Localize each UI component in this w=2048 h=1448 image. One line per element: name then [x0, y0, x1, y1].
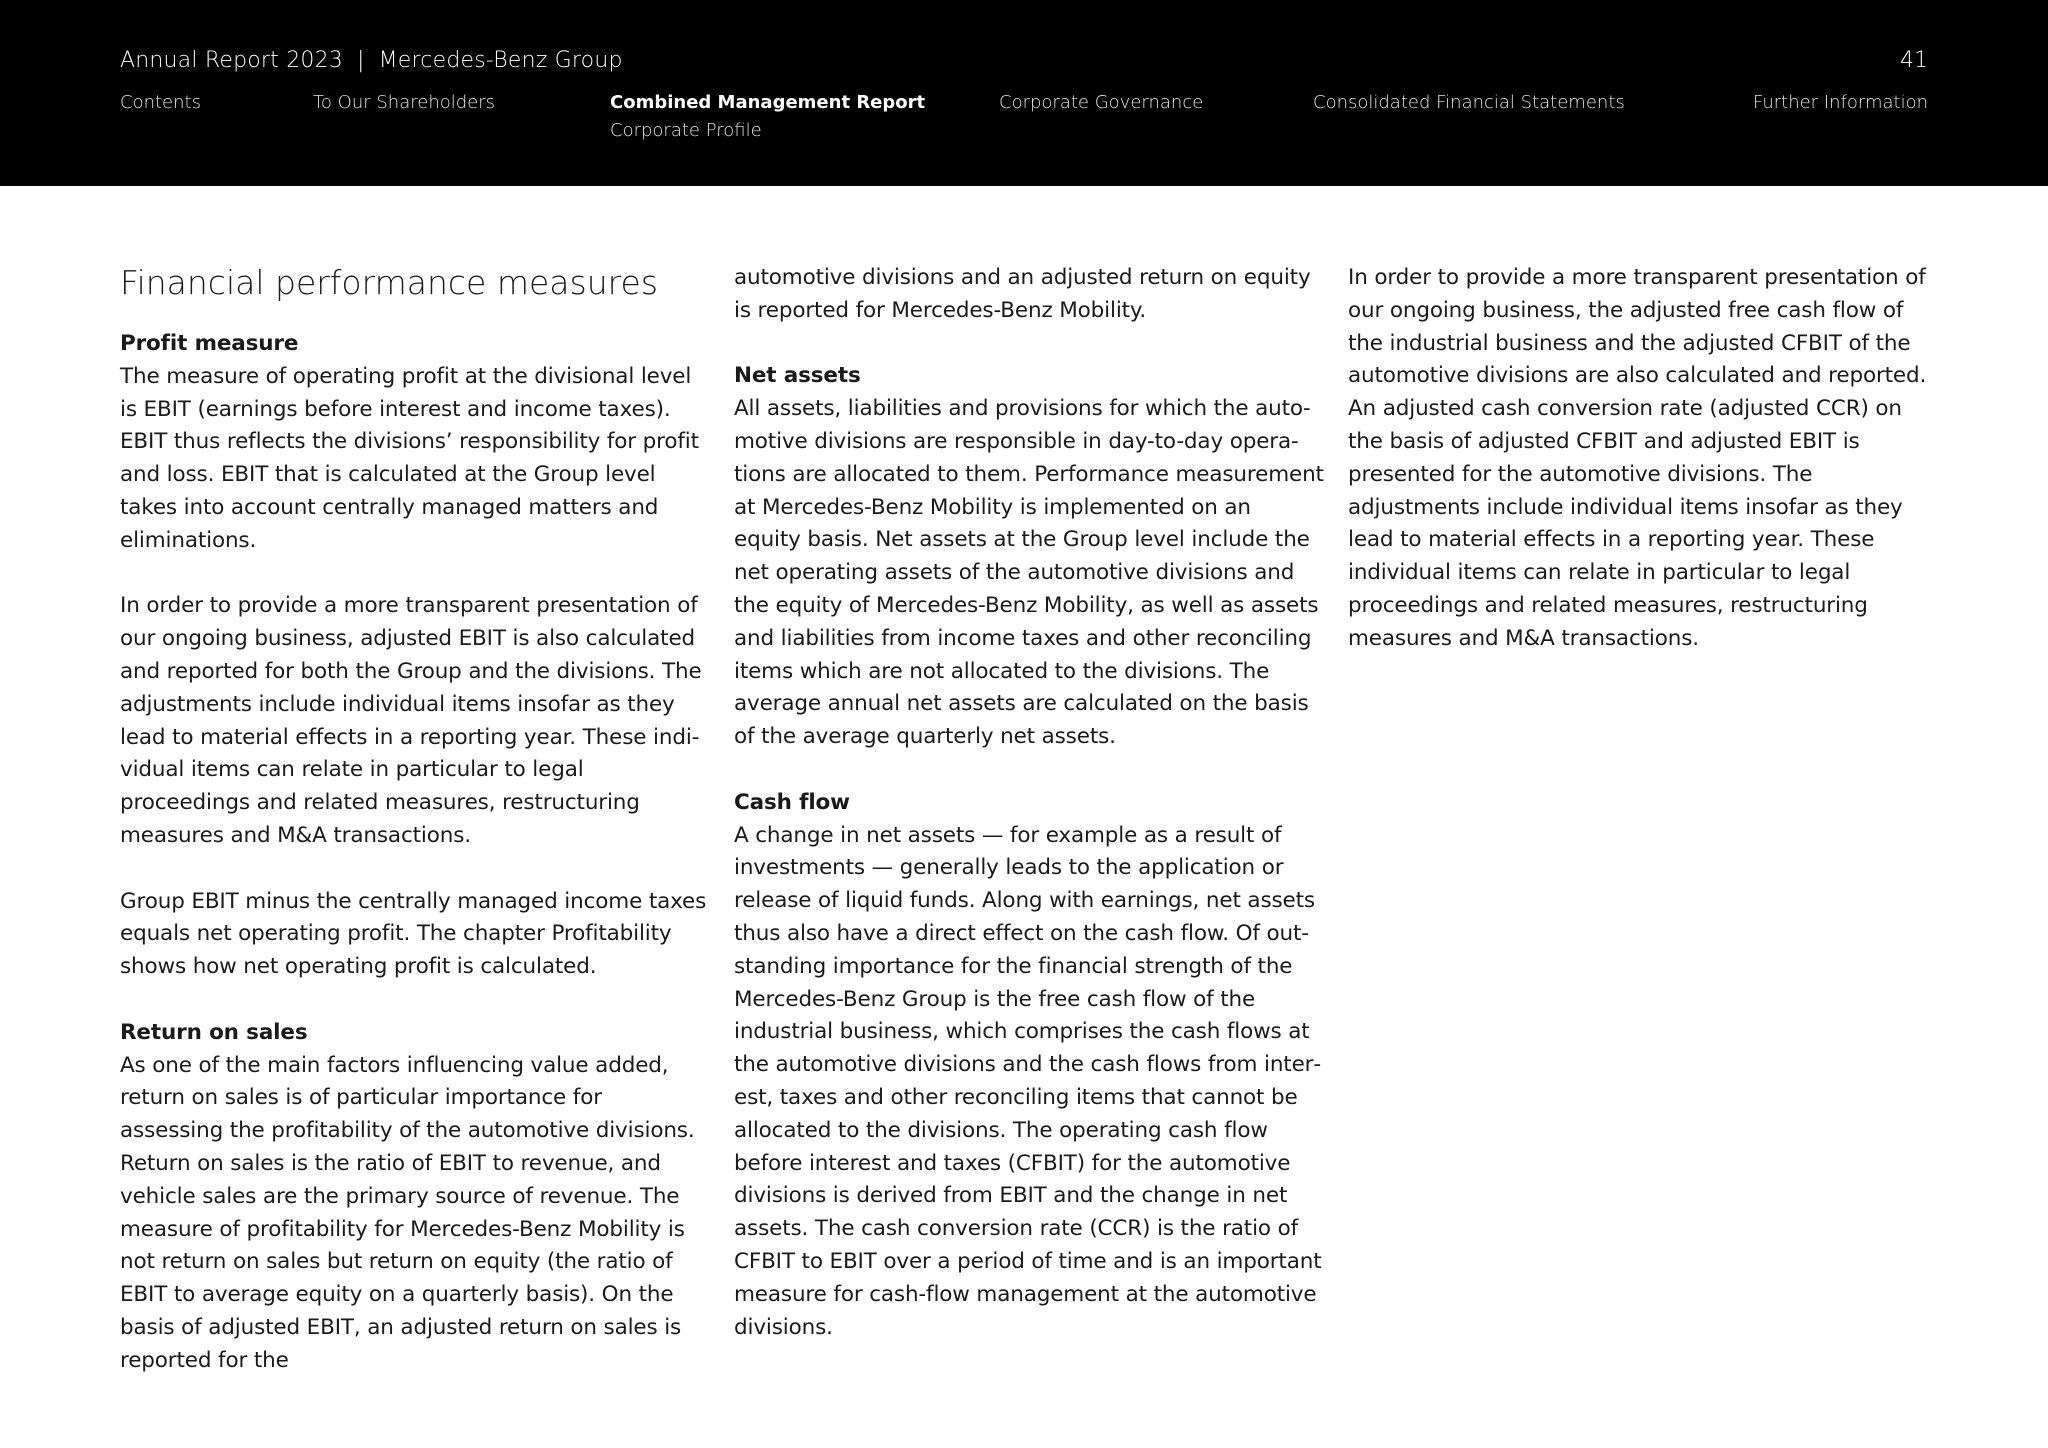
section-heading-return-on-sales: Return on sales [120, 1019, 308, 1045]
company-name: Mercedes-Benz Group [378, 48, 623, 73]
text-column-1 [120, 262, 710, 1410]
paragraph-cash-flow-1: A change in net assets — for example as a result of investments — generally leads to the application or release of liquid funds. Along with earnings, net assets thus also have a direct effect on the cash flow. Of outstanding importance for the financial strength of the Mercedes-Benz Group is the free cash flow of the industrial business, which comprises the cash flows at the automotive divisions and the cash flows from interest, taxes and other reconciling items that cannot be allocated to the divisions. The operating cash flow before interest and taxes (CFBIT) for the automotive divisions is derived from EBIT and the change in net assets. The cash conversion rate (CCR) is the ratio of CFBIT to EBIT over a period of time and is an important measure for cash-flow management at the automotive divisions. [734, 822, 1322, 1340]
section-heading-profit-measure: Profit measure [120, 331, 299, 356]
nav-combined-management-report[interactable]: Combined Management Report [610, 92, 926, 113]
report-title [120, 48, 623, 73]
section-heading-net-assets: Net assets [734, 363, 861, 389]
nav-corporate-profile[interactable]: Corporate Profile [610, 120, 762, 141]
paragraph-return-on-sales-continued: automotive divisions and an adjusted return on equity is reported for Mercedes-Benz Mobility. [734, 265, 1311, 323]
nav-consolidated-financial-statements[interactable]: Consolidated Financial Statements [1313, 92, 1625, 113]
paragraph-profit-1: The measure of operating profit at the divisional level is EBIT (earnings before interest and income taxes). EBIT thus reflects the divisions’ responsibility for profit and loss. EBIT that is calculated at the Group level takes into account centrally managed matters and eliminations. [120, 363, 699, 553]
paragraph-profit-2: In order to provide a more transparent presentation of our ongoing business, adjusted EBIT is also calculated and reported for both the Group and the divisions. The adjustments include individual items insofar as they lead to material effects in a reporting year. These individual items can relate in particular to legal proceedings and related measures, restructuring measures and M&A transactions. [120, 593, 702, 848]
report-title-text: Annual Report 2023 [120, 48, 343, 73]
section-heading-cash-flow: Cash flow [734, 789, 850, 815]
paragraph-net-assets: All assets, liabilities and provisions for which the automotive divisions are responsible in day-to-day operations are allocated to them. Performance measurement at Mercedes-Benz Mobility is implemented on an equity basis. Net assets at the Group level include the net operating assets of the automotive divisions and the equity of Mercedes-Benz Mobility, as well as assets and liabilities from income taxes and other reconciling items which are not allocated to the divisions. The average annual net assets are calculated on the basis of the average quarterly net assets. [734, 396, 1324, 750]
nav-further-information[interactable]: Further Information [1752, 92, 1928, 113]
title-separator: | [356, 48, 365, 73]
text-column-3 [1348, 262, 1938, 688]
paragraph-profit-3: Group EBIT minus the centrally managed income taxes equals net operating profit. The chapter Profitability shows how net operating profit is calculated. [120, 888, 707, 980]
page-number: 41 [1900, 48, 1928, 73]
page-title: Financial performance measures [120, 263, 658, 302]
nav-contents[interactable]: Contents [120, 92, 201, 113]
paragraph-cash-flow-2: In order to provide a more transparent presentation of our ongoing business, the adjusted free cash flow of the industrial business and the adjusted CFBIT of the automotive divisions are also calculated and reported. An adjusted cash conversion rate (adjusted CCR) on the basis of adjusted CFBIT and adjusted EBIT is presented for the automotive divisions. The adjustments include individual items insofar as they lead to material effects in a reporting year. These individual items can relate in particular to legal proceedings and related measures, restructuring measures and M&A transactions. [1348, 265, 1927, 651]
text-column-2 [734, 262, 1324, 1377]
header-bar [0, 0, 2048, 186]
nav-to-our-shareholders[interactable]: To Our Shareholders [313, 92, 496, 113]
paragraph-return-on-sales: As one of the main factors influencing value added, return on sales is of particular importance for assessing the profitability of the automotive divisions. Return on sales is the ratio of EBIT to revenue, and vehicle sales are the primary source of revenue. The measure of profitability for Mercedes-Benz Mobility is not return on sales but return on equity (the ratio of EBIT to average equity on a quarterly basis). On the basis of adjusted EBIT, an adjusted return on sales is reported for the [120, 1052, 695, 1373]
nav-corporate-governance[interactable]: Corporate Governance [999, 92, 1204, 113]
